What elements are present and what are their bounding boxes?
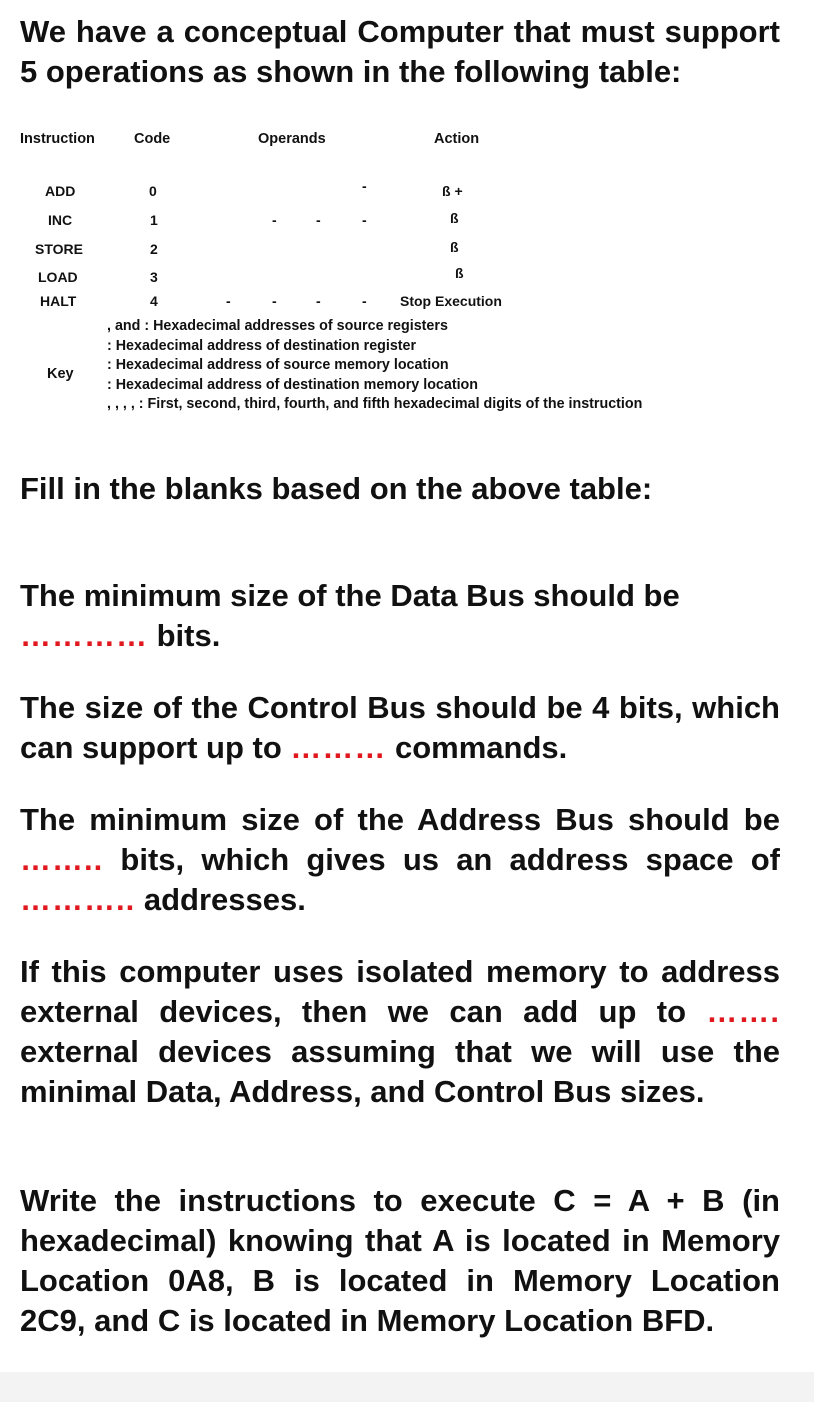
question-address-bus — [20, 800, 780, 920]
question-data-bus — [20, 576, 780, 656]
question-text: addresses. — [135, 882, 306, 917]
key-line: : Hexadecimal address of source memory location — [107, 357, 449, 373]
key-label: Key — [47, 366, 74, 382]
row-halt-instruction: HALT — [40, 293, 77, 309]
question-text: bits. — [148, 618, 221, 653]
row-halt-action: Stop Execution — [400, 293, 502, 309]
question-text: The minimum size of the Data Bus should be — [20, 578, 680, 613]
operand-dash: - — [316, 293, 321, 309]
row-load-code: 3 — [150, 269, 158, 285]
operand-dash: - — [272, 212, 277, 228]
row-inc-instruction: INC — [48, 212, 73, 228]
question-text: external devices assuming that we will use the minimal Data, Address, and Control Bus sizes. — [20, 1034, 780, 1109]
question-instructions: Write the instructions to execute C = A + B (in hexadecimal) knowing that A is located in Memory Location 0A8, B is located in Memory Location 2C9, and C is located in Memory Location BFD. — [20, 1183, 780, 1338]
row-halt-code: 4 — [150, 293, 158, 309]
header-code: Code — [134, 131, 171, 147]
question-control-bus — [20, 688, 780, 768]
row-store-action: ß — [450, 239, 459, 255]
row-inc-action: ß — [450, 210, 459, 226]
row-add-instruction: ADD — [45, 183, 76, 199]
operand-dash: - — [362, 212, 367, 228]
row-add-action: ß + — [442, 183, 463, 199]
operand-dash: - — [362, 293, 367, 309]
answer-blank: ……. — [706, 994, 780, 1029]
row-store-code: 2 — [150, 241, 158, 257]
answer-blank: ……….. — [20, 882, 136, 917]
header-operands: Operands — [258, 131, 326, 147]
key-line: , and : Hexadecimal addresses of source registers — [107, 318, 448, 334]
row-load-action: ß — [455, 265, 464, 281]
row-inc-code: 1 — [150, 212, 158, 228]
row-add-code: 0 — [149, 183, 157, 199]
question-external-devices — [20, 952, 780, 1112]
key-description — [107, 317, 667, 415]
question-text: If this computer uses isolated memory to address external devices, then we can add up to — [20, 954, 780, 1029]
fill-heading: Fill in the blanks based on the above table: — [20, 471, 653, 506]
row-store-instruction: STORE — [35, 241, 83, 257]
header-action: Action — [434, 131, 480, 147]
header-instruction: Instruction — [20, 131, 95, 147]
bottom-shade — [0, 1372, 814, 1402]
answer-blank: ………… — [20, 618, 148, 653]
operand-dash: - — [316, 212, 321, 228]
key-line: : Hexadecimal address of destination memory location — [107, 376, 479, 393]
key-line: , , , , : First, second, third, fourth, and fifth hexadecimal digits of the instruction — [107, 396, 643, 412]
answer-blank: ……… — [290, 730, 387, 765]
intro-paragraph: We have a conceptual Computer that must support 5 operations as shown in the following table: — [20, 14, 780, 89]
row-load-instruction: LOAD — [38, 269, 78, 285]
operand-dash: - — [272, 293, 277, 309]
question-text: The size of the Control Bus should be 4 bits, which can support up to — [20, 690, 780, 765]
question-text: The minimum size of the Address Bus should be — [20, 802, 780, 837]
operand-dash: - — [362, 178, 367, 194]
operand-dash: - — [226, 293, 231, 309]
key-line: : Hexadecimal address of destination register — [107, 337, 417, 354]
question-text: commands. — [386, 730, 568, 765]
question-text: bits, which gives us an address space of — [103, 842, 780, 877]
answer-blank: …….. — [20, 842, 104, 877]
